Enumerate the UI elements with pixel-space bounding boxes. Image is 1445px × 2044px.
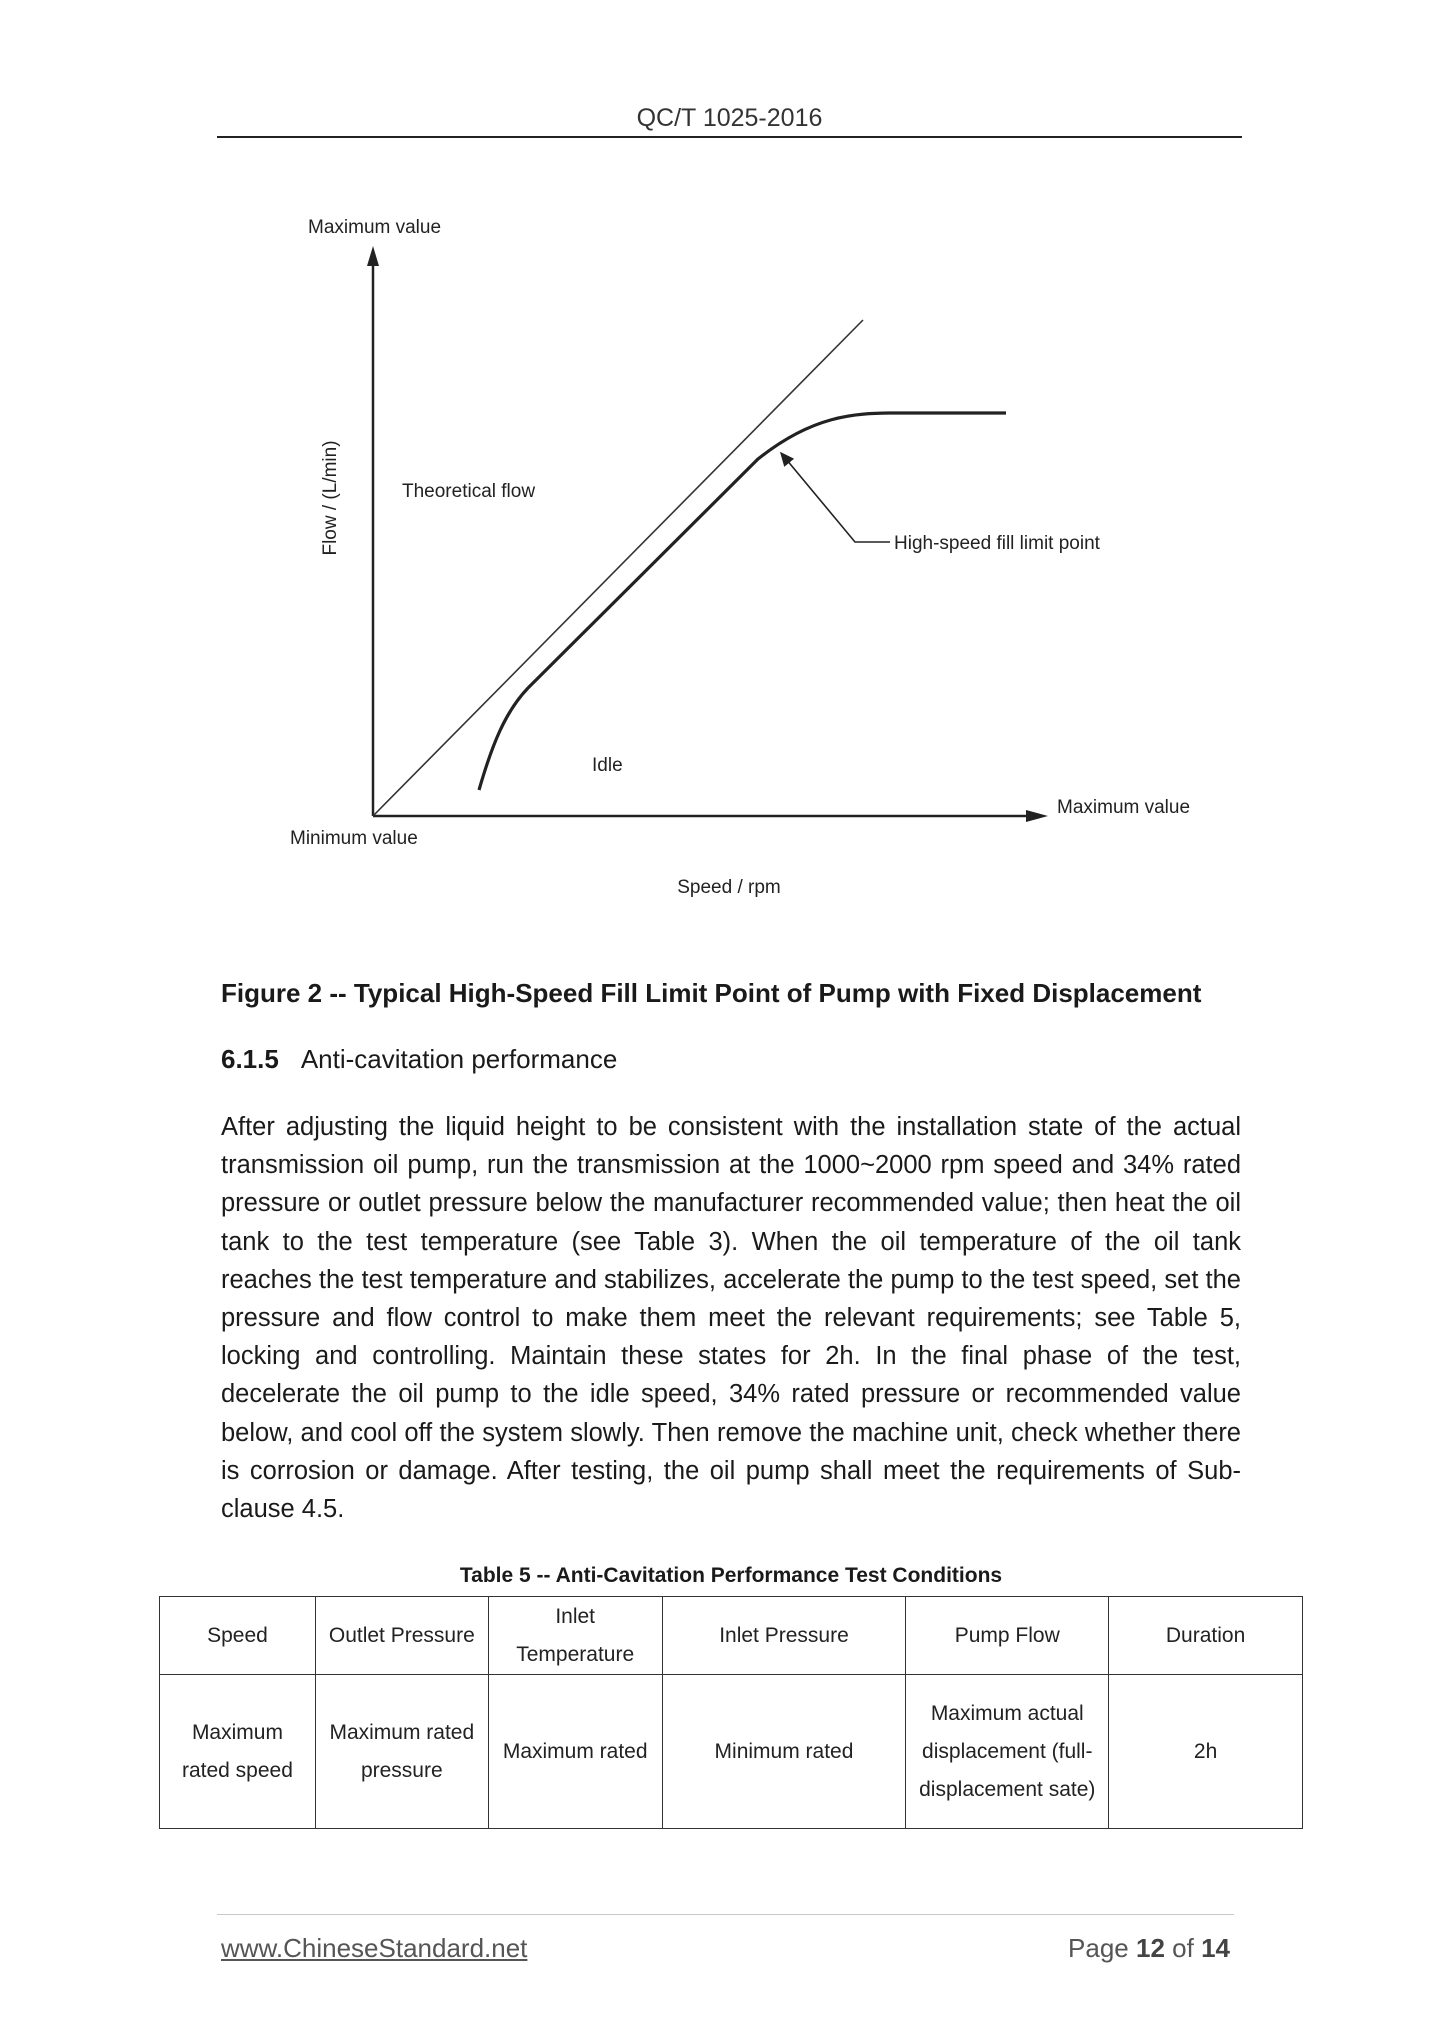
x-axis-title: Speed / rpm — [677, 877, 781, 898]
x-axis-arrowhead — [1026, 810, 1048, 822]
fill-limit-leader — [781, 453, 890, 542]
x-axis-max-label: Maximum value — [1057, 797, 1191, 818]
header-cell-duration: Duration — [1109, 1597, 1303, 1675]
theoretical-flow-label: Theoretical flow — [402, 481, 536, 502]
table-row — [160, 1675, 1303, 1829]
header-cell-speed: Speed — [160, 1597, 316, 1675]
cell-duration: 2h — [1109, 1675, 1303, 1829]
table-caption: Table 5 -- Anti-Cavitation Performance Test Conditions — [459, 1564, 1003, 1587]
document-header-title: QC/T 1025-2016 — [636, 104, 823, 132]
page-of: of — [1172, 1933, 1194, 1963]
header-cell-outlet-pressure: Outlet Pressure — [315, 1597, 488, 1675]
figure-caption: Figure 2 -- Typical High-Speed Fill Limit Point of Pump with Fixed Displacement — [221, 978, 1202, 1008]
section-title: Anti-cavitation performance — [300, 1044, 618, 1074]
y-axis-arrowhead — [367, 246, 379, 266]
header-cell-inlet-temperature: Inlet Temperature — [488, 1597, 662, 1675]
cell-inlet-pressure: Minimum rated — [662, 1675, 906, 1829]
body-paragraph: After adjusting the liquid height to be consistent with the installation state of the actual transmission oil pump, run the transmission at the 1000~2000 rpm speed and 34% rated pressure or outlet pressure below the manufacturer recommended value; then heat the oil tank to the test temperature (see Table 3). When the oil temperature of the oil tank reaches the test temperature and stabilizes, accelerate the pump to the test speed, set the pressure and flow control to make them meet the relevant requirements; see Table 5, locking and controlling. Maintain these states for 2h. In the final phase of the test, decelerate the oil pump to the idle speed, 34% rated pressure or recommended value below, and cool off the system slowly. Then remove the machine unit, check whether there is corrosion or damage. After testing, the oil pump shall meet the requirements of Sub-clause 4.5. — [221, 1113, 1241, 1524]
idle-label: Idle — [592, 755, 623, 776]
actual-flow-curve — [479, 413, 1006, 790]
test-conditions-table — [159, 1596, 1303, 1829]
cell-speed: Maximum rated speed — [160, 1675, 316, 1829]
fill-limit-figure — [0, 0, 1445, 920]
section-heading — [221, 1044, 617, 1075]
page-word: Page — [1068, 1933, 1129, 1963]
page-total: 14 — [1201, 1933, 1230, 1963]
fill-limit-point-label: High-speed fill limit point — [894, 533, 1100, 554]
table-header-row — [160, 1597, 1303, 1675]
cell-pump-flow: Maximum actual displacement (full-displacement sate) — [906, 1675, 1109, 1829]
website-link[interactable]: www.ChineseStandard.net — [221, 1933, 528, 1963]
cell-inlet-temperature: Maximum rated — [488, 1675, 662, 1829]
origin-min-label: Minimum value — [290, 828, 418, 849]
y-axis-max-label: Maximum value — [308, 217, 442, 238]
footer-rule — [217, 1914, 1234, 1915]
y-axis-title: Flow / (L/min) — [320, 440, 341, 556]
header-cell-pump-flow: Pump Flow — [906, 1597, 1109, 1675]
page-indicator — [1068, 1933, 1230, 1964]
theoretical-flow-line — [373, 320, 863, 816]
section-number: 6.1.5 — [221, 1044, 279, 1074]
header-cell-inlet-pressure: Inlet Pressure — [662, 1597, 906, 1675]
cell-outlet-pressure: Maximum rated pressure — [315, 1675, 488, 1829]
page-current: 12 — [1136, 1933, 1165, 1963]
